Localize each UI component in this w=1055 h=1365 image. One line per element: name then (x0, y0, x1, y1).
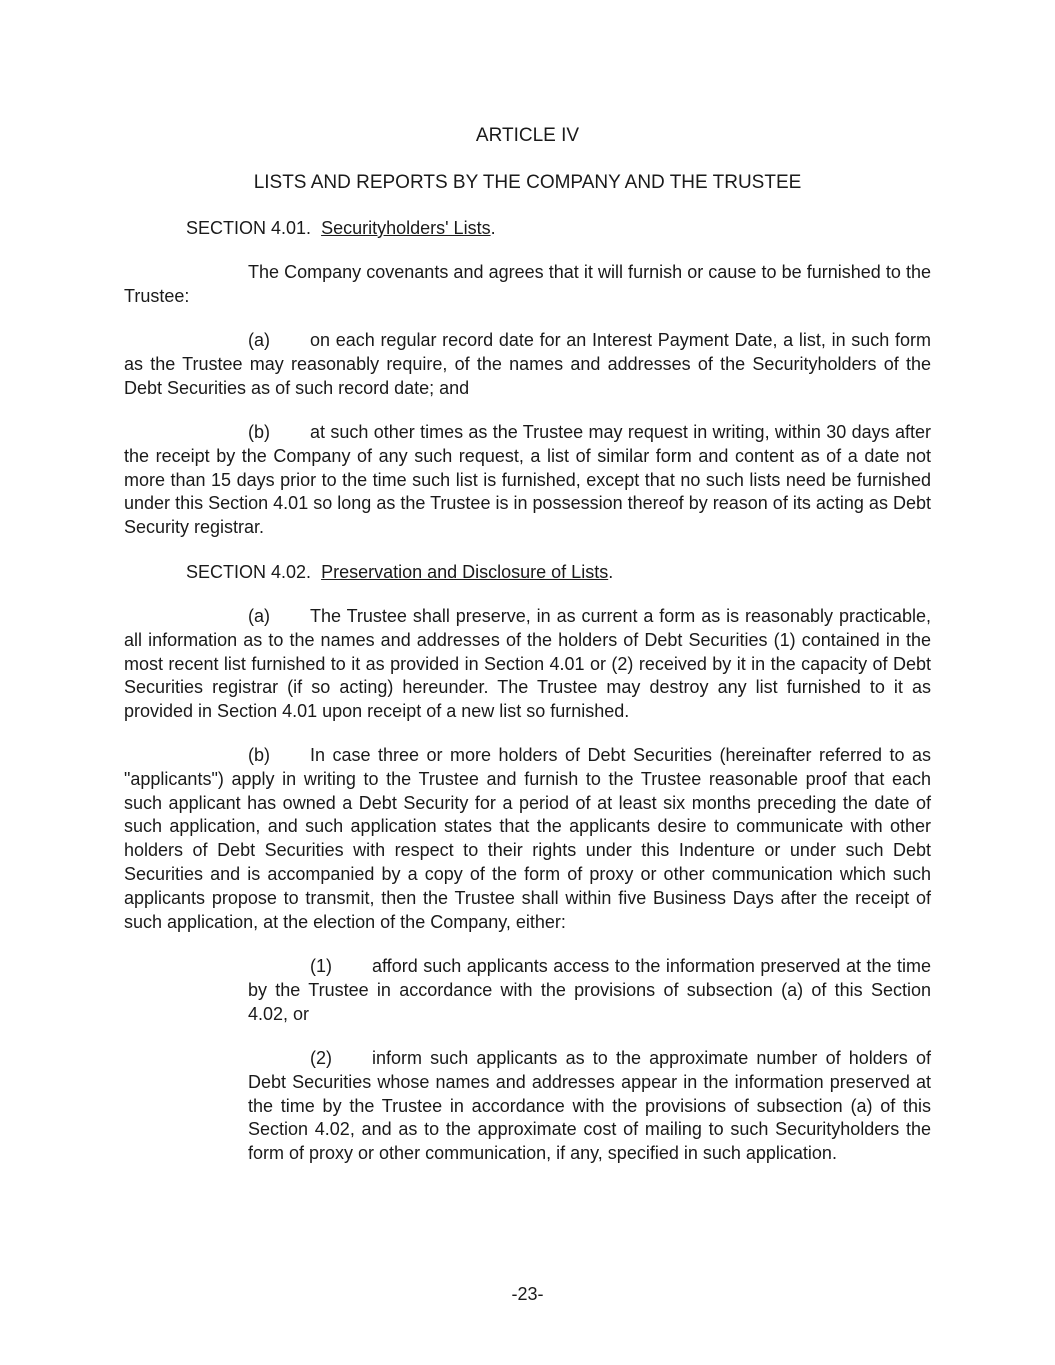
item-text: on each regular record date for an Interest Payment Date, a list, in such form as the Trustee may reasonably require, of the names and addresses of the Securityholders of the Debt Securities as of such record date; and (124, 330, 931, 398)
item-label: (a) (248, 330, 270, 350)
section-401-intro: The Company covenants and agrees that it will furnish or cause to be furnished to the Trustee: (124, 262, 931, 306)
article-number: ARTICLE IV (475, 125, 580, 146)
section-402-item-a (124, 605, 931, 724)
section-402-title: Preservation and Disclosure of Lists (321, 562, 609, 582)
item-label: (b) (248, 422, 270, 442)
item-text: afford such applicants access to the information preserved at the time by the Trustee in accordance with the provisions of subsection (a) of this Section 4.02, or (248, 956, 931, 1024)
section-402-subitem-1 (248, 955, 931, 1026)
section-401-number: SECTION 4.01. (186, 218, 312, 238)
section-401-item-b (124, 421, 931, 540)
section-401-item-a (124, 329, 931, 400)
item-label: (a) (248, 606, 270, 626)
item-text: at such other times as the Trustee may request in writing, within 30 days after the receipt by the Company of any such request, a list of similar form and content as of a date not more than 15 days prior to the time such list is furnished, except that no such lists need be furnished under this Section 4.01 so long as the Trustee is in possession thereof by reason of its acting as Debt Security registrar. (124, 422, 931, 538)
section-402-heading: SECTION 4.02. Preservation and Disclosure of Lists. (186, 562, 614, 582)
section-402-item-b (124, 744, 931, 934)
item-label: (b) (248, 745, 270, 765)
section-401-title: Securityholders' Lists (321, 218, 491, 238)
item-label: (2) (310, 1048, 332, 1068)
section-402-subitem-2 (248, 1047, 931, 1166)
item-text: The Trustee shall preserve, in as current a form as is reasonably practicable, all information as to the names and addresses of the holders of Debt Securities (1) contained in the most recent list furnished to it as provided in Section 4.01 or (2) received by it in the capacity of Debt Securities registrar (if so acting) hereunder. The Trustee may destroy any list furnished to it as provided in Section 4.01 upon receipt of a new list so furnished. (124, 606, 931, 722)
item-text: In case three or more holders of Debt Securities (hereinafter referred to as "applicants") apply in writing to the Trustee and furnish to the Trustee reasonable proof that each such applicant has owned a Debt Security for a period of at least six months preceding the date of such application, and such application states that the applicants desire to communicate with other holders of Debt Securities with respect to their rights under this Indenture or under such Debt Securities and is accompanied by a copy of the form of proxy or other communication which such applicants propose to transmit, then the Trustee shall within five Business Days after the receipt of such application, at the election of the Company, either: (124, 745, 931, 932)
article-title: LISTS AND REPORTS BY THE COMPANY AND THE TRUSTEE (253, 172, 802, 193)
section-402-number: SECTION 4.02. (186, 562, 312, 582)
item-text: inform such applicants as to the approximate number of holders of Debt Securities whose names and addresses appear in the information preserved at the time by the Trustee in accordance with the provisions of subsection (a) of this Section 4.02, and as to the approximate cost of mailing to such Securityholders the form of proxy or other communication, if any, specified in such application. (248, 1048, 931, 1164)
section-401-heading: SECTION 4.01. Securityholders' Lists. (186, 218, 496, 238)
item-label: (1) (310, 956, 332, 976)
page-number: -23- (511, 1284, 544, 1304)
